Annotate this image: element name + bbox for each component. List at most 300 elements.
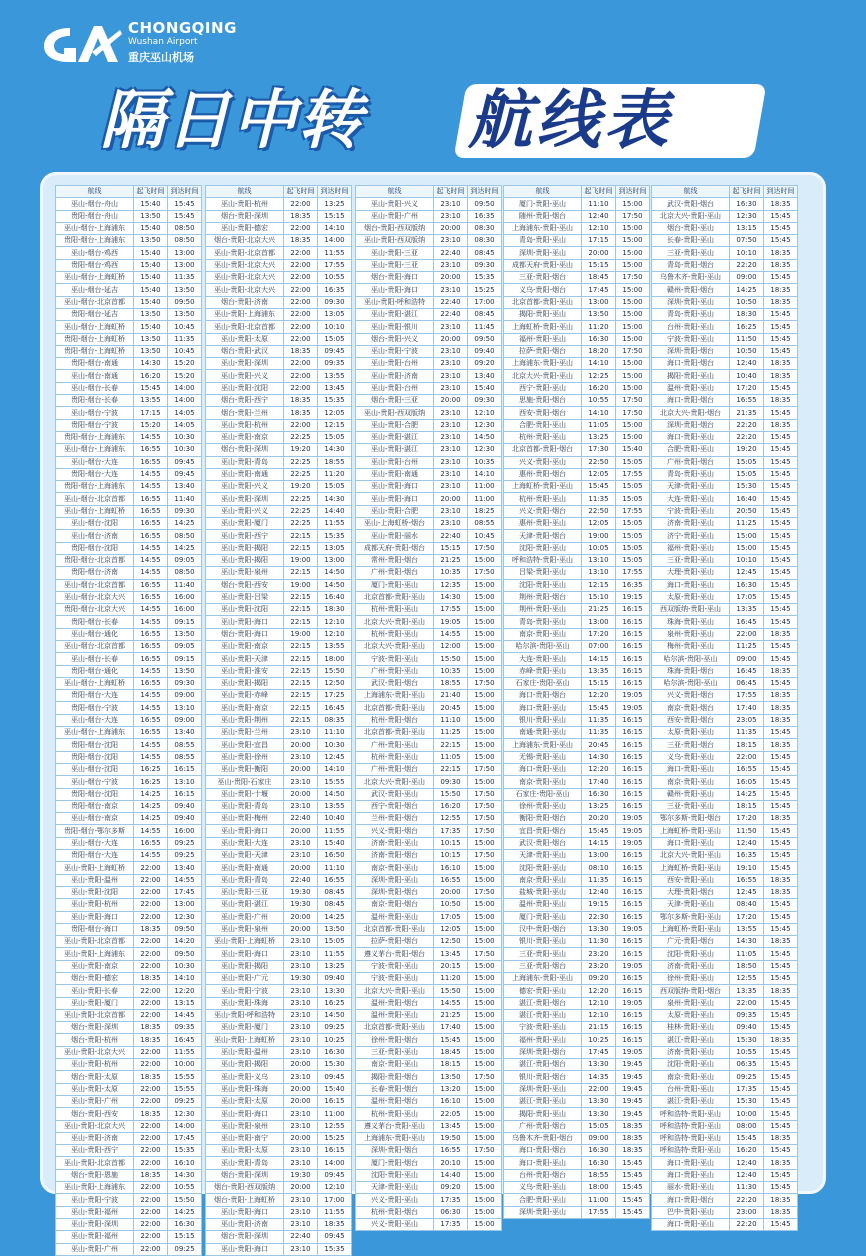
depart-time-cell: 13:10	[582, 567, 616, 579]
route-cell: 兴义-贵阳-烟台	[652, 690, 730, 702]
table-row	[652, 382, 798, 394]
depart-time-cell: 12:40	[730, 1169, 764, 1181]
arrive-time-cell: 09:15	[168, 616, 202, 628]
table-row	[356, 382, 502, 394]
arrive-time-cell: 14:25	[168, 518, 202, 530]
route-cell: 呼和浩特-贵阳-巫山	[652, 1120, 730, 1132]
table-row	[356, 1120, 502, 1132]
depart-time-cell: 22:00	[134, 862, 168, 874]
arrive-time-cell: 15:00	[616, 222, 650, 234]
depart-time-cell: 10:35	[434, 567, 468, 579]
table-row	[504, 222, 650, 234]
depart-time-cell: 22:15	[284, 616, 318, 628]
route-cell: 荆州-贵阳-烟台	[504, 591, 582, 603]
table-row	[652, 591, 798, 603]
depart-time-cell: 10:55	[582, 395, 616, 407]
table-row	[652, 1157, 798, 1169]
table-row	[504, 1046, 650, 1058]
table-row	[504, 813, 650, 825]
route-cell: 厦门-贵阳-烟台	[356, 1157, 434, 1169]
depart-time-cell: 23:10	[284, 1046, 318, 1058]
route-cell: 烟台-贵阳-武汉	[206, 345, 284, 357]
route-cell: 南京-贵阳-巫山	[652, 1071, 730, 1083]
table-row	[56, 308, 202, 320]
depart-time-cell: 17:55	[730, 690, 764, 702]
depart-time-cell: 20:00	[284, 1132, 318, 1144]
route-cell: 巫山-贵阳-三亚	[356, 259, 434, 271]
depart-time-cell: 22:15	[434, 763, 468, 775]
route-cell: 北京大兴-贵阳-巫山	[504, 370, 582, 382]
route-cell: 巫山-贵阳-台州	[356, 456, 434, 468]
route-cell: 台州-贵阳-巫山	[652, 321, 730, 333]
arrive-time-cell: 13:05	[318, 308, 352, 320]
table-row	[652, 1169, 798, 1181]
route-cell: 泉州-贵阳-巫山	[652, 628, 730, 640]
route-cell: 南京-贵阳-烟台	[356, 899, 434, 911]
table-row	[504, 886, 650, 898]
table-row	[504, 358, 650, 370]
depart-time-cell: 22:00	[284, 370, 318, 382]
table-row	[206, 444, 352, 456]
route-cell: 贵阳-烟台-通化	[56, 665, 134, 677]
route-cell: 巫山-贵阳-泉州	[206, 1120, 284, 1132]
arrive-time-cell: 17:50	[468, 850, 502, 862]
table-row	[356, 321, 502, 333]
arrive-time-cell: 17:55	[616, 567, 650, 579]
table-row	[56, 222, 202, 234]
table-row	[56, 419, 202, 431]
table-row	[356, 554, 502, 566]
arrive-time-cell: 16:15	[616, 936, 650, 948]
route-cell: 三亚-贵阳-烟台	[504, 960, 582, 972]
route-cell: 巫山-烟台-大连	[56, 714, 134, 726]
table-row	[652, 850, 798, 862]
table-row	[504, 948, 650, 960]
table-row	[206, 1231, 352, 1243]
route-cell: 巫山-烟台-北京首都	[56, 493, 134, 505]
arrive-time-cell: 18:35	[616, 1120, 650, 1132]
arrive-time-cell: 18:35	[764, 247, 798, 259]
table-row	[206, 985, 352, 997]
table-row	[504, 505, 650, 517]
arrive-time-cell: 13:00	[168, 259, 202, 271]
table-row	[652, 1145, 798, 1157]
table-row	[56, 677, 202, 689]
table-row	[652, 1034, 798, 1046]
arrive-time-cell: 15:45	[764, 554, 798, 566]
route-cell: 宁波-贵阳-巫山	[356, 973, 434, 985]
route-cell: 鄂尔多斯-贵阳-巫山	[652, 911, 730, 923]
depart-time-cell: 18:35	[134, 1022, 168, 1034]
depart-time-cell: 22:00	[134, 1243, 168, 1255]
depart-time-cell: 12:40	[730, 1157, 764, 1169]
depart-time-cell: 14:55	[134, 751, 168, 763]
route-cell: 广州-贵阳-烟台	[652, 456, 730, 468]
route-cell: 青岛-贵阳-巫山	[504, 235, 582, 247]
table-row	[652, 259, 798, 271]
depart-time-cell: 22:15	[284, 702, 318, 714]
arrive-time-cell: 15:00	[468, 1194, 502, 1206]
depart-time-cell: 19:30	[284, 1169, 318, 1181]
table-row	[56, 640, 202, 652]
arrive-time-cell: 18:35	[764, 259, 798, 271]
arrive-time-cell: 15:45	[764, 456, 798, 468]
depart-time-cell: 12:05	[434, 923, 468, 935]
route-cell: 巫山-贵阳-兰州	[206, 727, 284, 739]
table-header-row	[652, 186, 798, 198]
table-row	[504, 640, 650, 652]
depart-time-cell: 22:00	[134, 997, 168, 1009]
table-row	[356, 874, 502, 886]
route-cell: 盐城-贵阳-巫山	[504, 886, 582, 898]
table-row	[356, 886, 502, 898]
depart-time-cell: 22:40	[434, 247, 468, 259]
arrive-time-cell: 15:45	[764, 837, 798, 849]
table-row	[504, 677, 650, 689]
table-row	[206, 837, 352, 849]
depart-time-cell: 17:15	[134, 407, 168, 419]
table-row	[206, 284, 352, 296]
arrive-time-cell: 18:00	[318, 653, 352, 665]
table-row	[206, 763, 352, 775]
route-cell: 北京首都-贵阳-巫山	[356, 923, 434, 935]
route-cell: 烟台-贵阳-深圳	[206, 444, 284, 456]
route-cell: 思施-贵阳-烟台	[504, 395, 582, 407]
arrive-time-cell: 16:55	[318, 874, 352, 886]
route-cell: 巫山-贵阳-上海虹桥	[206, 936, 284, 948]
table-row	[504, 604, 650, 616]
arrive-time-cell: 15:45	[764, 1009, 798, 1021]
table-row	[652, 1095, 798, 1107]
depart-time-cell: 22:20	[730, 419, 764, 431]
arrive-time-cell: 15:00	[468, 862, 502, 874]
arrive-time-cell: 15:00	[468, 1182, 502, 1194]
table-row	[504, 985, 650, 997]
route-cell: 巫山-贵阳-西宁	[206, 530, 284, 542]
table-row	[504, 284, 650, 296]
route-cell: 常州-贵阳-烟台	[356, 554, 434, 566]
depart-time-cell: 08:40	[730, 899, 764, 911]
route-cell: 湛江-贵阳-巫山	[652, 1034, 730, 1046]
route-cell: 巫山-烟台-北京首都	[56, 640, 134, 652]
arrive-time-cell: 11:35	[168, 333, 202, 345]
depart-time-cell: 17:35	[434, 1194, 468, 1206]
arrive-time-cell: 18:35	[764, 702, 798, 714]
route-cell: 赣州-贵阳-烟台	[652, 284, 730, 296]
arrive-time-cell: 17:50	[468, 886, 502, 898]
depart-time-cell: 22:00	[134, 1218, 168, 1230]
depart-time-cell: 22:00	[284, 198, 318, 210]
table-row	[652, 308, 798, 320]
depart-time-cell: 16:55	[134, 714, 168, 726]
depart-time-cell: 21:35	[730, 407, 764, 419]
route-cell: 桂林-贵阳-巫山	[652, 1022, 730, 1034]
route-cell: 赤峰-贵阳-巫山	[504, 665, 582, 677]
depart-time-cell: 22:15	[284, 604, 318, 616]
depart-time-cell: 18:35	[284, 395, 318, 407]
depart-time-cell: 23:10	[434, 431, 468, 443]
route-cell: 贵阳-烟台-舟山	[56, 210, 134, 222]
table-row	[504, 1095, 650, 1107]
arrive-time-cell: 09:45	[318, 1169, 352, 1181]
route-cell: 巫山-贵阳-青岛	[206, 874, 284, 886]
arrive-time-cell: 16:15	[616, 653, 650, 665]
arrive-time-cell: 15:00	[468, 1083, 502, 1095]
arrive-time-cell: 16:15	[616, 862, 650, 874]
table-row	[504, 850, 650, 862]
depart-time-cell: 15:40	[134, 296, 168, 308]
arrive-time-cell: 10:30	[168, 960, 202, 972]
table-row	[56, 567, 202, 579]
table-row	[206, 259, 352, 271]
arrive-time-cell: 15:00	[468, 837, 502, 849]
arrive-time-cell: 15:45	[764, 567, 798, 579]
table-row	[652, 1108, 798, 1120]
table-row	[356, 973, 502, 985]
depart-time-cell: 18:45	[582, 272, 616, 284]
route-cell: 巫山-贵阳-厦门	[56, 997, 134, 1009]
table-row	[356, 985, 502, 997]
route-cell: 巫山-贵阳-海口	[356, 481, 434, 493]
arrive-time-cell: 17:50	[468, 677, 502, 689]
arrive-time-cell: 15:45	[616, 1206, 650, 1218]
depart-time-cell: 22:00	[730, 751, 764, 763]
route-cell: 杭州-贵阳-巫山	[356, 628, 434, 640]
table-row	[56, 813, 202, 825]
route-cell: 贵阳-烟台-大连	[56, 468, 134, 480]
route-cell: 贵阳-烟台-长春	[56, 395, 134, 407]
route-cell: 海口-贵阳-烟台	[504, 690, 582, 702]
depart-time-cell: 12:30	[730, 210, 764, 222]
arrive-time-cell: 14:00	[318, 1157, 352, 1169]
route-cell: 宁波-贵阳-巫山	[652, 333, 730, 345]
route-cell: 武汉-贵阳-巫山	[356, 788, 434, 800]
table-row	[206, 604, 352, 616]
arrive-time-cell: 15:05	[616, 456, 650, 468]
table-row	[652, 874, 798, 886]
table-row	[652, 235, 798, 247]
arrive-time-cell: 15:45	[764, 1169, 798, 1181]
depart-time-cell: 16:55	[134, 677, 168, 689]
depart-time-cell: 20:00	[284, 1083, 318, 1095]
arrive-time-cell: 14:20	[168, 936, 202, 948]
route-cell: 西安-贵阳-烟台	[652, 714, 730, 726]
depart-time-cell: 22:15	[284, 567, 318, 579]
arrive-time-cell: 13:50	[168, 284, 202, 296]
route-cell: 巫山-贵阳-福州	[56, 1231, 134, 1243]
depart-time-cell: 19:00	[284, 628, 318, 640]
route-cell: 烟台-贵阳-巫山	[652, 222, 730, 234]
table-row	[504, 542, 650, 554]
table-row	[356, 272, 502, 284]
route-cell: 巫山-贵阳-西双版纳	[356, 407, 434, 419]
table-row	[652, 1194, 798, 1206]
arrive-time-cell: 16:15	[616, 800, 650, 812]
depart-time-cell: 14:55	[134, 604, 168, 616]
depart-time-cell: 15:50	[434, 985, 468, 997]
route-cell: 北京首都-贵阳-巫山	[356, 727, 434, 739]
table-row	[652, 222, 798, 234]
arrive-time-cell: 13:00	[168, 899, 202, 911]
depart-time-cell: 18:15	[730, 800, 764, 812]
route-cell: 上海虹桥-贵阳-巫山	[504, 481, 582, 493]
route-cell: 巫山-烟台-通化	[56, 628, 134, 640]
brand-block	[128, 20, 237, 64]
arrive-time-cell: 09:25	[168, 837, 202, 849]
table-row	[504, 431, 650, 443]
depart-time-cell: 12:00	[434, 640, 468, 652]
route-cell: 天津-贵阳-巫山	[504, 850, 582, 862]
arrive-time-cell: 16:15	[616, 665, 650, 677]
depart-time-cell: 22:00	[134, 1009, 168, 1021]
depart-time-cell: 23:10	[434, 518, 468, 530]
table-row	[652, 973, 798, 985]
arrive-time-cell: 15:00	[468, 997, 502, 1009]
table-row	[356, 567, 502, 579]
table-row	[652, 284, 798, 296]
depart-time-cell: 23:10	[434, 505, 468, 517]
route-cell: 巫山-贵阳-青岛	[206, 456, 284, 468]
route-cell: 巫山-贵阳-海口	[206, 1243, 284, 1255]
depart-time-cell: 22:00	[134, 886, 168, 898]
route-cell: 烟台-贵阳-深圳	[206, 1169, 284, 1181]
table-row	[652, 1022, 798, 1034]
arrive-time-cell: 16:15	[616, 604, 650, 616]
arrive-time-cell: 15:45	[764, 653, 798, 665]
depart-time-cell: 11:35	[582, 727, 616, 739]
table-row	[206, 825, 352, 837]
depart-time-cell: 20:00	[284, 1182, 318, 1194]
arrive-time-cell: 12:15	[318, 419, 352, 431]
route-cell: 巫山-贵阳-北京首都	[206, 321, 284, 333]
depart-time-cell: 23:10	[434, 259, 468, 271]
depart-time-cell: 07:00	[582, 640, 616, 652]
table-row	[356, 936, 502, 948]
depart-time-cell: 11:25	[730, 640, 764, 652]
depart-time-cell: 16:55	[134, 530, 168, 542]
depart-time-cell: 23:10	[284, 1034, 318, 1046]
route-cell: 福州-贵阳-巫山	[652, 542, 730, 554]
page-title	[100, 82, 760, 162]
arrive-time-cell: 15:20	[168, 370, 202, 382]
table-row	[206, 1243, 352, 1255]
table-row	[356, 1206, 502, 1218]
depart-time-cell: 23:10	[284, 1145, 318, 1157]
route-cell: 贵阳-烟台-上海虹桥	[56, 345, 134, 357]
arrive-time-cell: 19:45	[616, 1095, 650, 1107]
table-row	[206, 1206, 352, 1218]
route-cell: 巫山-烟台-上海浦东	[56, 444, 134, 456]
table-row	[652, 714, 798, 726]
depart-time-cell: 22:00	[284, 333, 318, 345]
arrive-time-cell: 17:50	[616, 345, 650, 357]
route-cell: 青岛-贵阳-巫山	[652, 468, 730, 480]
route-cell: 呼和浩特-贵阳-巫山	[652, 1132, 730, 1144]
arrive-time-cell: 15:35	[468, 272, 502, 284]
depart-time-cell: 13:30	[582, 1059, 616, 1071]
depart-time-cell: 23:10	[434, 407, 468, 419]
depart-time-cell: 23:00	[730, 1206, 764, 1218]
table-row	[56, 1046, 202, 1058]
depart-time-cell: 18:35	[284, 235, 318, 247]
table-row	[652, 837, 798, 849]
table-row	[652, 604, 798, 616]
arrive-time-cell: 15:00	[468, 1095, 502, 1107]
arrive-time-cell: 09:50	[468, 333, 502, 345]
arrive-time-cell: 15:00	[468, 1059, 502, 1071]
table-row	[56, 616, 202, 628]
depart-time-cell: 20:00	[434, 272, 468, 284]
table-row	[206, 714, 352, 726]
table-row	[206, 1145, 352, 1157]
route-cell: 巫山-贵阳-沈阳	[56, 886, 134, 898]
table-row	[652, 1182, 798, 1194]
arrive-time-cell: 13:50	[318, 923, 352, 935]
table-row	[652, 333, 798, 345]
depart-time-cell: 17:35	[434, 825, 468, 837]
table-row	[56, 198, 202, 210]
route-cell: 烟台-贵阳-三亚	[356, 395, 434, 407]
depart-time-cell: 16:55	[134, 640, 168, 652]
arrive-time-cell: 11:55	[318, 247, 352, 259]
depart-time-cell: 22:00	[284, 419, 318, 431]
table-row	[356, 345, 502, 357]
arrive-time-cell: 12:10	[318, 1182, 352, 1194]
table-row	[206, 616, 352, 628]
table-row	[356, 1169, 502, 1181]
arrive-time-cell: 15:00	[468, 985, 502, 997]
depart-time-cell: 18:35	[134, 1034, 168, 1046]
route-cell: 梅州-贵阳-巫山	[652, 640, 730, 652]
header-depart: 起飞时间	[134, 186, 168, 198]
route-cell: 北京大兴-贵阳-巫山	[356, 640, 434, 652]
depart-time-cell: 15:20	[134, 419, 168, 431]
table-row	[652, 247, 798, 259]
table-row	[356, 1108, 502, 1120]
route-cell: 巫山-贵阳-吕梁	[206, 591, 284, 603]
depart-time-cell: 23:05	[730, 714, 764, 726]
depart-time-cell: 17:35	[434, 1218, 468, 1230]
table-row	[206, 1132, 352, 1144]
depart-time-cell: 16:55	[134, 493, 168, 505]
arrive-time-cell: 16:15	[616, 911, 650, 923]
depart-time-cell: 17:35	[730, 1083, 764, 1095]
route-cell: 南京-贵阳-巫山	[504, 628, 582, 640]
route-cell: 贵阳-烟台-济南	[56, 567, 134, 579]
arrive-time-cell: 11:35	[168, 272, 202, 284]
table-row	[356, 579, 502, 591]
depart-time-cell: 12:35	[434, 579, 468, 591]
depart-time-cell: 09:25	[730, 1071, 764, 1083]
depart-time-cell: 23:10	[284, 997, 318, 1009]
table-row	[206, 468, 352, 480]
depart-time-cell: 20:00	[284, 862, 318, 874]
table-row	[652, 456, 798, 468]
arrive-time-cell: 15:55	[168, 1083, 202, 1095]
arrive-time-cell: 09:45	[318, 345, 352, 357]
table-row	[652, 862, 798, 874]
arrive-time-cell: 16:00	[168, 825, 202, 837]
table-row	[206, 1071, 352, 1083]
depart-time-cell: 17:30	[582, 444, 616, 456]
depart-time-cell: 16:30	[582, 1157, 616, 1169]
table-row	[652, 444, 798, 456]
arrive-time-cell: 18:35	[764, 198, 798, 210]
arrive-time-cell: 16:15	[616, 616, 650, 628]
depart-time-cell: 23:10	[434, 481, 468, 493]
depart-time-cell: 22:40	[434, 296, 468, 308]
route-cell: 巫山-上海虹桥-烟台	[356, 518, 434, 530]
